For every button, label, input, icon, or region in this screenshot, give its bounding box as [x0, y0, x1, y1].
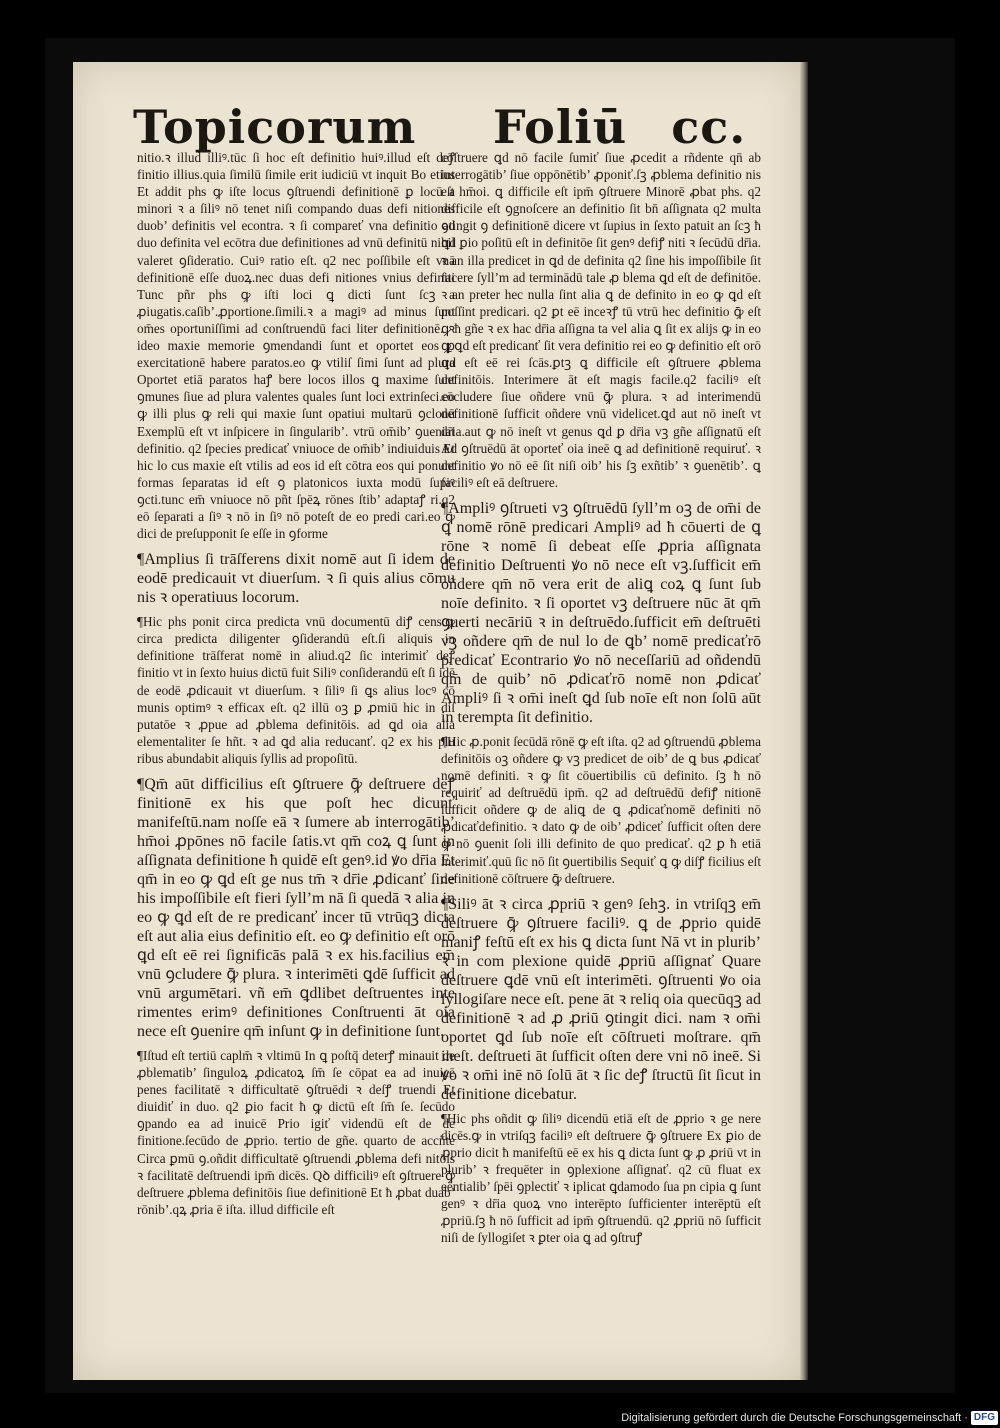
digitization-credit — [600, 1408, 1000, 1428]
paragraph: ¶Hic phs ponit circa predicta vnū documentū diꝭ cens.ꝙ circa predicta diligenter ꝯſiderandū eſt.ſi aliquis in definitione trāſferat nomē in aliud.q2 ſic interimiť deꝭ finitio vt in ſexto huius dictū fuit Siliꝰ conſiderandū eſt ſi idē de eodē ꝓdicauit vt diuerſum. ꝛ ſiliꝰ ſi ꝗs alius locꝰ cō munis optimꝰ ꝛ efficax eſt. q2 illū oꝫ ꝑ ꝓmiū hic in diſ putatōe ꝛ ꝓpue ad ꝓblema definitōis. ad ꝗd oia alia elementaliter ſe hñt. ꝛ ad ꝗd alia reducanť. q2 ex his plu ribus abundabit aliquis ſyllis ad propoſitū. — [137, 614, 455, 766]
paragraph: cōſtruere ꝗd nō facile ſumiť ſiue ꝓcedit a rñdente qn̄ ab interrogātib’ ſiue oppōnētib’ ꝓponiť.ſꝫ ꝓblema definitio nis eſt hm̄oi. ꝗ difficile eſt ipm̄ ꝯſtruere Minorē ꝓbat phs. q2 difficile eſt ꝯgnoſcere an definitio ſit bn̄ aſſignata q2 multa ꝯtingit ꝯ definitionē dicere vt ſupius in ſexto patuit an ſcꝫ ħ ꝗd ꝑio poſitū eſt in definitōe ſit genꝰ defiꝭ niti ꝛ ſecūdū dr̄ia. ꝛ an illa predicet in ꝗd de definita q2 ſine his impoſſibile ſit facere ſyll’m ad terminādū tale ꝓ blema ꝗd eſt de definitōe. ꝛ an preter hec nulla ſint alia ꝗ de definito in eo ꝙ ꝗd eſt poſſint predicari. q2 ꝑt eē inceꝛꝭ tū vtrū hec definitio ꝙ̄ eſt ꝙ ħ gñe ꝛ ex hac dr̄ia aſſigna ta vel alia ꝗ ſit ex alijs ꝙ in eo ꝙ ꝗd eſt predicanť ſit vera definitio rei eo ꝙ definitio eſt orō ꝗd eſt eē rei ſcās.ꝑtꝫ ꝗ difficile eſt ꝯſtruere ꝓblema definitōis. Interimere āt eſt magis facile.q2 faciliꝰ eſt cōcludere ſiue oñdere vnū ꝙ̄ plura. ꝛ ad interimendū definitionē ſufficit oñdere vnū videlicet.ꝗd aut nō ineſt vt dr̄ia.aut ꝙ nō ineſt vt genus ꝗd ꝑ dr̄ia vꝫ gñe aſſignatū eſt Ad ꝯſtruēdū āt oporteť oia ineē ꝗ ad definitionē requiruť. ꝛ definitio ꝟo nō eē ſit niſi oib’ his ſꝫ exñtib’ ꝛ ꝯuenētib’. ꝗ faciliꝰ eſt eā deſtruere. — [441, 150, 761, 490]
paragraph: ¶Hic ꝓ.ponit ſecūdā rōnē ꝙ eſt iſta. q2 ad ꝯſtruendū ꝓblema definitōis oꝫ oñdere ꝙ vꝫ predicet de oib’ de ꝗ bus ꝓdicať nomē definiti. ꝛ ꝙ ſit cōuertibilis cū definito. ſꝫ ħ nō requiriť ad deſtruēdū ipm̄. q2 ad deſtruēdū defiꝭ nitionē ſufficit oñdere ꝙ de aliꝗ de ꝗ ꝓdicaťnomē definiti nō ꝓdicaťdefinitio. ꝛ dato ꝙ de oib’ ꝓdiceť ſufficit oſten dere ꝙ nō ꝯuenit ſoli illi definito de quo predicať. q2 ꝑ ħ etiā interimiť.quū ſic nō ſit ꝯuertibilis Sequiť ꝗ ꝙ diſꝭ ficilius eſt definitionē cōſtruere ꝙ̄ deſtruere. — [441, 733, 761, 886]
folio-number: cc. — [671, 100, 747, 154]
book-page — [73, 62, 800, 1380]
running-head-right — [493, 100, 746, 154]
running-head-folio-label: Foliū — [493, 100, 628, 154]
lemma-paragraph: ¶Qm̄ aūt difficilius eſt ꝯſtruere ꝙ̄ deſtruere deꝭ finitionē ex his que poſt hec dicunť manifeſtū.nam noſſe eā ꝛ ſumere ab interrogātib’ hm̄oi ꝓpōnes nō facile ſatis.vt qm̄ coꝝ ꝗ ſunt in aſſignata definitione ħ quidē eſt genꝰ.id ꝟo dr̄ia Et qm̄ in eo ꝙ ꝗd eſt ge nus tm̄ ꝛ dr̄ie ꝓdicanť ſine his impoſſibile eſt fieri ſyll’m nā ſi quedā ꝛ alia in eo ꝙ ꝗd eſt de re predicanť incer tū vtrūqꝫ dicta eſt aut alia eius definitio eſt. eo ꝙ definitio eſt orō ꝗd eſt eē rei ſignificās palā ꝛ ex his.facilius em̄ vnū ꝯcludere ꝙ̄ plura. ꝛ interimēti ꝗdē ſufficit ad vnū argumētari. vñ em̄ ꝗdlibet deſtruentes inte rimentes erimꝰ definitiones Conſtruenti āt oia nece eſt ꝯuenire qm̄ inſunt ꝙ in definitione ſunt. — [137, 776, 455, 1040]
left-text-column — [137, 149, 455, 1226]
paragraph: ¶Iſtud eſt tertiū caplm̄ ꝛ vltimū In ꝗ poſtq̄ deterꝭ minauit de ꝓblematib’ ſinguloꝝ ꝓdicatoꝝ ſm̄ ſe cōpat ea ad inuicē penes facilitatē ꝛ difficultatē ꝯſtruēdi ꝛ deſꝭ truendi Et diuidiť in duo. q2 ꝑio facit ħ ꝙ dictū eſt ſm̄ ſe. ſecūdo ꝯpando ea ad inuicē Prio igiť videndū eſt de de finitione.ſecūdo de ꝓprio. tertio de gñe. quarto de accñte Circa ꝑmū ꝯ.oñdit difficultatē ꝯſtruendi ꝓblema defi nitōis ꝛ facilitatē deſtruendi ipm̄ dicēs. Qꝺ difficiliꝰ eſt ꝯſtruere ꝙ̄ deſtruere ꝓblema definitōis ſiue definitionē Et ħ ꝓbat duab’ rōnib’.qꝝ ꝓria ē iſta. illud difficile eſt — [137, 1048, 455, 1217]
dfg-logo: DFG — [971, 1411, 998, 1425]
right-text-column — [441, 149, 761, 1254]
page-edge-shadow — [800, 62, 808, 1380]
lemma-paragraph: ¶Ampliꝰ ꝯſtrueti vꝫ ꝯſtruēdū ſyll’m oꝫ de om̄i de ꝗ nomē rōnē predicari Ampliꝰ ad ħ cōuerti de ꝗ rōne ꝛ nomē ſi debeat eſſe ꝓpria aſſignata definitio Deſtruenti ꝟo nō nece eſt vꝫ.ſufficit em̄ oñdere qm̄ nō vera erit de aliꝗ coꝝ ꝗ ſunt ſub noīe definito. ꝛ ſi oportet vꝫ deſtruere nūc āt qm̄ ꝯuerti necāriū ꝛ in deſtruēdo.ſufficit em̄ deſtruēti vꝫ oñdere qm̄ de nul lo de ꝗb’ nomē predicaťrō predicať Econtrario ꝟo nō neceſſariū ad oñdendū qm̄ de quib’ nō ꝓdicaťrō nomē non ꝓdicať Ampliꝰ ſi ꝛ om̄i ineſt ꝗd ſub noīe eſt non ſolū aūt in terempta ſit definitio. — [441, 499, 761, 726]
running-head-left: Topicorum — [133, 100, 417, 154]
paragraph: ¶Hic phs oñdit ꝙ ſiliꝰ dicendū etiā eſt de ꝓprio ꝛ ge nere dicēs.ꝙ in vtriſqꝫ faciliꝰ eſt deſtruere ꝙ̄ ꝯſtruere Ex ꝑio de ꝓprio dicit ħ manifeſtū eē ex his ꝗ dicta ſunt ꝙ ꝓ ꝓriū vt in plurib’ ꝛ frequēter in ꝯplexione aſſignať. q2 cū fluat ex eēntialib’ ſpēi ꝯplectiť ꝛ iplicat ꝗdamodo ſua pn cipia ꝗ ſunt genꝰ ꝛ dr̄ia quoꝝ vno interēpto ſufficienter interēptū eſt ꝓpriū.ſꝫ ħ nō ſufficit ad ipm̄ ꝯſtruendū. q2 ꝓpriū nō ſufficit niſi de ſyllogiſet ꝛ ꝑter oia ꝗ ad ꝯſtruꝭ — [441, 1110, 761, 1246]
paragraph: nitio.ꝛ illud illiꝰ.tūc ſi hoc eſt definitio huiꝰ.illud eſt deꝭ finitio illius.quia ſimilū ſimile erit iudiciū vt inquit Bo etius Et addit phs ꝙ iſte locus ꝯſtruendi definitionē ꝑ locū a minori ꝛ a ſiliꝰ nō tenet niſi compando duas defi nitiones duob’ definitis vel econtra. ꝛ ſi compareť vna definitio ad duo definita vel ecōtra due definitiones ad vnū definitū nihil valeret ꝯſideratio. Cuiꝰ ratio eſt. q2 nec poſſibile eſt vnā definitionē eſſe duoꝝ.nec duas defi nitiones vnius definiti Tunc pñr phs ꝙ iſti loci ꝗ dicti ſunt ſcꝫ a ꝓiugatis.caſib’.ꝓportione.ſimili.ꝛ a magiꝰ ad minus ſunt om̄es oportuniſſimi ad conſtruendū faci liter definitionē. ꝛ ideo maxie memorie ꝯmendandi ſunt et oportet eos ꝑ exercitationē habere paratos.eo ꝙ vtiliſ ſimi ſunt ad plura Oportet etiā paratos haꝭ bere locos illos ꝗ maxime ſunt ꝯmunes ſiue ad plura valentes quales ſunt loci extrinſeci.eo ꝙ illi plus ꝙ reli qui maxie ſunt opatiui multarū ꝯclonū Exemplū eſt vt inſpicere in ſingularib’. vtrū om̄ib’ ꝯueniat definitio. q2 ſpecies predicať vniuoce de om̄ib’ indiuiduis Et hic lo cus maxie eſt vtilis ad eos id eſt cōtra eos qui ponunt formas ſeparatas id eſt ꝯ platonicos iuxta modū ſupiꝰ ꝯcti.tunc em̄ vniuoce nō pñt ſpēꝝ rōnes ſtib’ adaptaꝭ ri.q2 eō ſeparati a ſiꝰ ꝛ nō in ſiꝰ nō poteſt de eo predi cari.eo ꝙ dici de preſupponit ſe eſſe in ꝯforme — [137, 150, 455, 542]
lemma-paragraph: ¶Amplius ſi trāſferens dixit nomē aut ſi idem de eodē predicauit vt diuerſum. ꝛ ſi quis alius cōmu nis ꝛ operatiuus locorum. — [137, 551, 455, 607]
lemma-paragraph: ¶Siliꝰ āt ꝛ circa ꝓpriū ꝛ genꝰ ſehꝫ. in vtriſqꝫ em̄ deſtruere ꝙ̄ ꝯſtruere faciliꝰ. ꝗ de ꝓprio quidē maniꝭ feſtū eſt ex his ꝗ dicta ſunt Nā vt in plurib’ ꝛ in com plexione quidē ꝓpriū aſſignať Quare deſtruere ꝗdē vnū eſt interimēti. ꝯſtruenti ꝟo oia ſyllogiſare nece eſt. pene āt ꝛ reliq oia quecūqꝫ ad definitionē ꝛ ad ꝓ ꝓriū ꝯtingit dici. nam ꝛ om̄i oportet ꝗd ſub noīe eſt cōſtrueti moſtrare. qm̄ ineſt. deſtrueti āt ſufficit oſten dere vni nō ineē. Si ꝟo ꝛ om̄i inē nō ſolū āt ꝛ ſic deꝭ ſtructū ſit ſicut in definitione dicebatur. — [441, 895, 761, 1103]
credit-text: Digitalisierung gefördert durch die Deutsche Forschungsgemeinschaft · — [621, 1412, 968, 1424]
